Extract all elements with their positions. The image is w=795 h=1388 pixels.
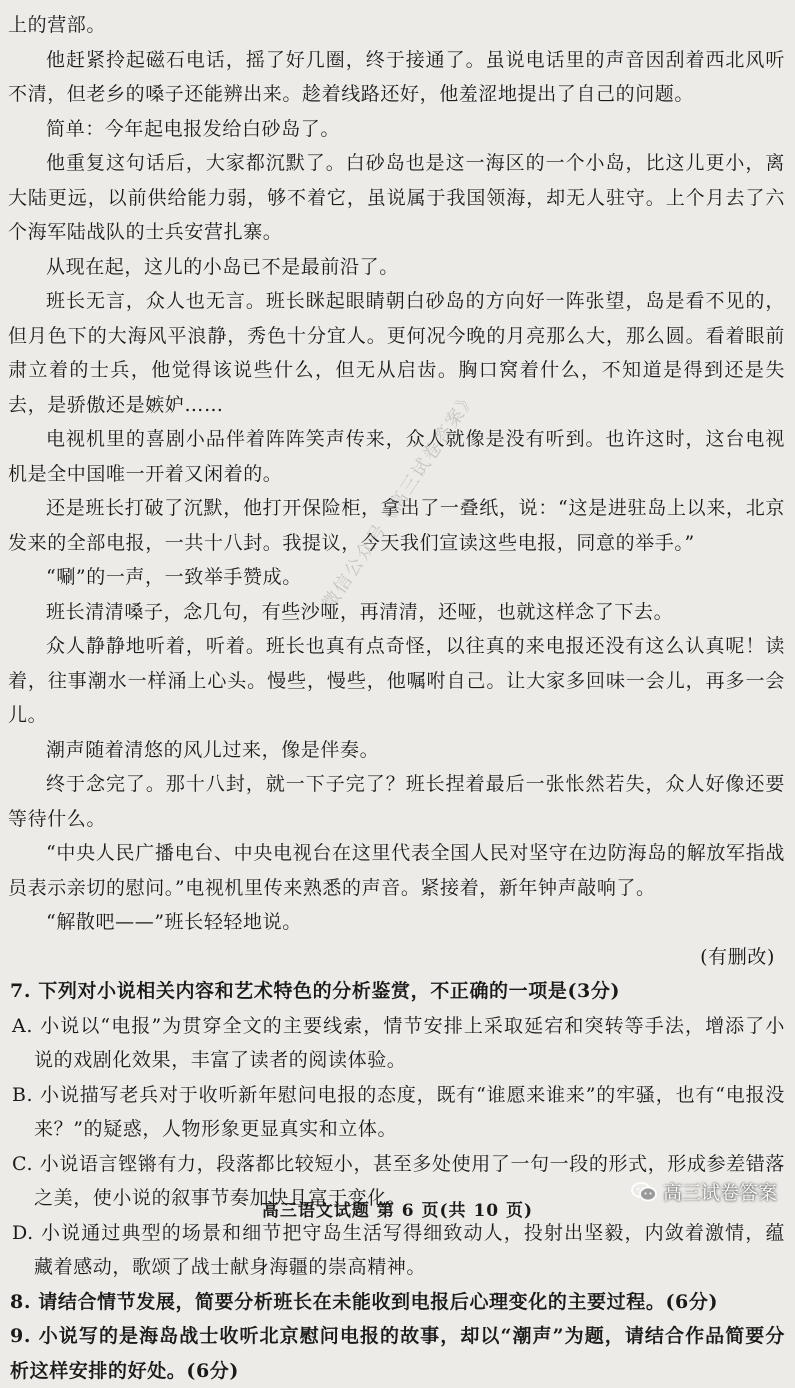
question-7-option-c: C. 小说语言铿锵有力，段落都比较短小，甚至多处使用了一句一段的形式，形成参差错落之美，使小说的叙事节奏加快且富于变化。 — [12, 1152, 785, 1209]
page-footer: 高三语文试题 第 6 页(共 10 页) — [261, 1201, 534, 1221]
story-paragraph: 终于念完了。那十八封，就一下子完了？班长捏着最后一张怅然若失，众人好像还要等待什么。 — [8, 773, 785, 830]
story-paragraph: 电视机里的喜剧小品伴着阵阵笑声传来，众人就像是没有听到。也许这时，这台电视机是全中国唯一开着又闲着的。 — [8, 428, 785, 485]
question-7-option-b: B. 小说描写老兵对于收听新年慰问电报的态度，既有“谁愿来谁来”的牢骚，也有“电报没来？”的疑惑，人物形象更显真实和立体。 — [12, 1083, 785, 1140]
story-paragraph: 上的营部。 — [8, 14, 107, 36]
question-9: 9. 小说写的是海岛战士收听北京慰问电报的故事，却以“潮声”为题，请结合作品简要分析这样安排的好处。(6分) — [10, 1325, 785, 1382]
question-8: 8. 请结合情节发展，简要分析班长在未能收到电报后心理变化的主要过程。(6分) — [10, 1290, 719, 1313]
story-paragraph: 从现在起，这儿的小岛已不是最前沿了。 — [46, 255, 399, 278]
question-7-option-a: A. 小说以“电报”为贯穿全文的主要线索，情节安排上采取延宕和突转等手法，增添了小说的戏剧化效果，丰富了读者的阅读体验。 — [12, 1014, 785, 1071]
story-paragraph: “中央人民广播电台、中央电视台在这里代表全国人民对坚守在边防海岛的解放军指战员表示亲切的慰问。”电视机里传来熟悉的声音。紧接着，新年钟声敲响了。 — [8, 842, 785, 899]
wechat-label: 高三试卷答案 — [662, 1182, 777, 1204]
story-paragraph: 他赶紧拎起磁石电话，摇了好几圈，终于接通了。虽说电话里的声音因刮着西北风听不清，但老乡的嗓子还能辨出来。趁着线路还好，他羞涩地提出了自己的问题。 — [8, 48, 785, 105]
story-paragraph: “唰”的一声，一致举手赞成。 — [46, 566, 302, 588]
question-7-option-d: D. 小说通过典型的场景和细节把守岛生活写得细致动人，投射出坚毅，内敛着激情，蕴藏着感动，歌颂了战士献身海疆的崇高精神。 — [12, 1221, 785, 1278]
source-note: (有删改) — [700, 945, 775, 968]
story-paragraph: “解散吧——”班长轻轻地说。 — [46, 911, 302, 933]
story-paragraph: 班长清清嗓子，念几句，有些沙哑，再清清，还哑，也就这样念了下去。 — [46, 600, 674, 623]
wechat-badge — [631, 1178, 777, 1205]
story-paragraph: 潮声随着清悠的风儿过来，像是伴奏。 — [46, 738, 380, 761]
story-paragraph: 班长无言，众人也无言。班长眯起眼睛朝白砂岛的方向好一阵张望，岛是看不见的，但月色下的大海风平浪静，秀色十分宜人。更何况今晚的月亮那么大，那么圆。看着眼前肃立着的士兵，他觉得该说些什么，但无从启齿。胸口窝着什么，不知道是得到还是失去，是骄傲还是嫉妒…… — [8, 290, 785, 416]
question-7-stem: 7. 下列对小说相关内容和艺术特色的分析鉴赏，不正确的一项是(3分) — [10, 980, 621, 1002]
story-paragraph: 他重复这句话后，大家都沉默了。白砂岛也是这一海区的一个小岛，比这儿更小，离大陆更远，以前供给能力弱，够不着它，虽说属于我国领海，却无人驻守。上个月去了六个海军陆战队的士兵安营扎寨。 — [8, 152, 785, 243]
story-paragraph: 众人静静地听着，听着。班长也真有点奇怪，以往真的来电报还没有这么认真呢！读着，往事潮水一样涌上心头。慢些，慢些，他嘱咐自己。让大家多回味一会儿，再多一会儿。 — [8, 635, 785, 726]
watermark: 微信公众号《高三试卷答案》 — [318, 386, 482, 614]
story-paragraph: 还是班长打破了沉默，他打开保险柜，拿出了一叠纸，说：“这是进驻岛上以来，北京发来的全部电报，一共十八封。我提议，今天我们宣读这些电报，同意的举手。” — [8, 497, 785, 554]
story-paragraph: 简单：今年起电报发给白砂岛了。 — [46, 117, 341, 140]
wechat-icon — [631, 1182, 657, 1202]
